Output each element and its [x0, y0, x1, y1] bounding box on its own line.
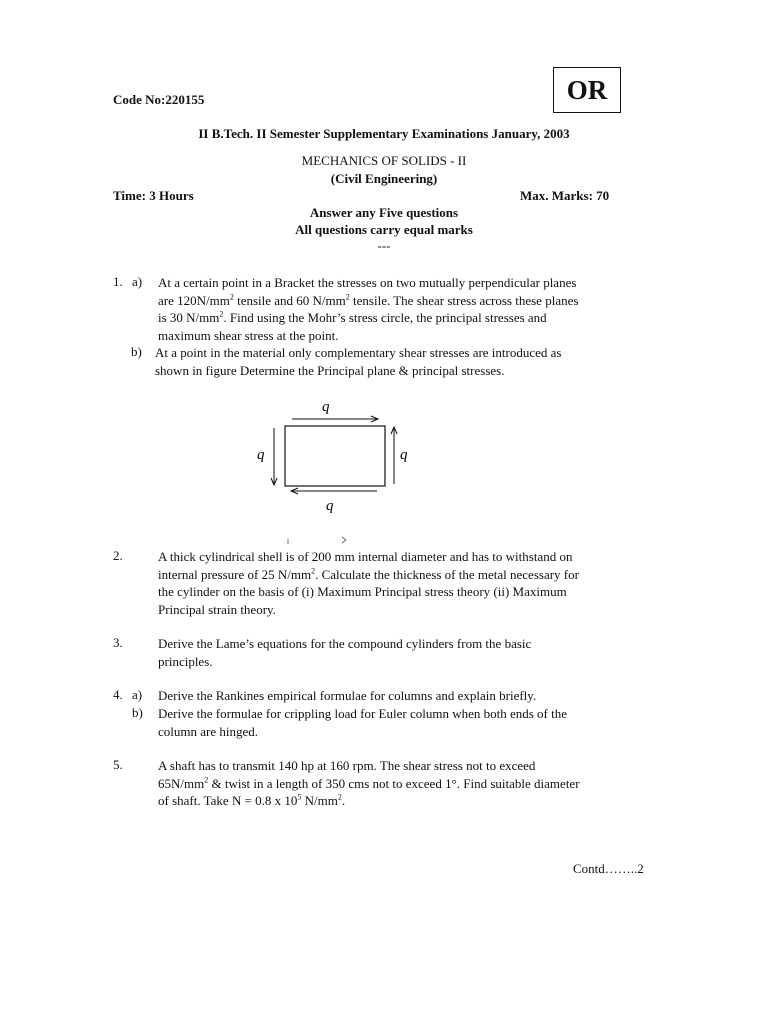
q5-line3: of shaft. Take N = 0.8 x $10^5$ $N/mm^2$.	[158, 792, 346, 808]
stray-mark-arrow	[342, 537, 346, 543]
q1-a-line2: are $120N/mm^2$ tensile and 60 $N/mm^2$ tensile. The shear stress across these planes	[158, 292, 579, 308]
q3-number: 3.	[113, 635, 123, 650]
q5-number: 5.	[113, 757, 123, 772]
fig-label-right: q	[400, 447, 408, 463]
q1-a-line1: At a certain point in a Bracket the stresses on two mutually perpendicular planes	[158, 275, 577, 290]
q4-number: 4.	[113, 687, 123, 702]
stress-element-rect	[285, 426, 385, 486]
q4-b-line1: Derive the formulae for crippling load for Euler column when both ends of the	[158, 706, 568, 721]
exam-title: II B.Tech. II Semester Supplementary Examinations January, 2003	[198, 126, 570, 141]
q5-line2: $65N/mm^2$ & twist in a length of 350 cms not to exceed 1°. Find suitable diameter	[158, 775, 580, 791]
q1-number: 1.	[113, 274, 123, 289]
or-badge: OR	[553, 67, 621, 113]
q4-a-text: Derive the Rankines empirical formulae for columns and explain briefly.	[158, 688, 537, 703]
q4-b-text	[158, 705, 655, 740]
q2-number: 2.	[113, 548, 123, 563]
code-number: Code No:220155	[113, 92, 205, 107]
continued-note: Contd……..2	[573, 861, 644, 876]
shear-stress-figure	[240, 395, 440, 545]
q2-line1: A thick cylindrical shell is of 200 mm internal diameter and has to withstand on	[158, 549, 573, 564]
fig-label-left: q	[257, 447, 265, 463]
q3-line1: Derive the Lame’s equations for the compound cylinders from the basic	[158, 636, 532, 651]
q1-a-text	[158, 274, 655, 344]
q2-line2: internal pressure of 25 $N/mm^2$. Calculate the thickness of the metal necessary for	[158, 566, 579, 582]
instruction-marks: All questions carry equal marks	[295, 222, 473, 237]
q2-text	[158, 548, 655, 618]
q3-line2: principles.	[158, 653, 213, 669]
q2-line3: the cylinder on the basis of (i) Maximum Principal stress theory (ii) Maximum	[158, 584, 567, 599]
q2-line4: Principal strain theory.	[158, 601, 276, 617]
q4-b-label: b)	[132, 705, 143, 720]
time-label: Time: 3 Hours	[113, 188, 194, 203]
instruction-answer: Answer any Five questions	[309, 205, 459, 220]
max-marks-label: Max. Marks: 70	[520, 188, 610, 203]
branch-title: (Civil Engineering)	[330, 171, 438, 186]
fig-label-top: q	[322, 399, 330, 415]
q1-a-line3: is 30 $N/mm^2$. Find using the Mohr’s stress circle, the principal stresses and	[158, 309, 547, 325]
q4-b-line2: column are hinged.	[158, 723, 258, 739]
q1-b-line2: shown in figure Determine the Principal plane & principal stresses.	[155, 362, 505, 378]
q5-text	[158, 757, 655, 810]
q3-text	[158, 635, 655, 670]
q1-a-line4: maximum shear stress at the point.	[158, 327, 339, 343]
q1-b-label: b)	[131, 344, 142, 359]
q1-b-text	[155, 344, 655, 379]
q1-b-line1: At a point in the material only complementary shear stresses are introduced as	[155, 345, 562, 360]
header-separator: ---	[377, 238, 391, 253]
fig-label-bottom: q	[326, 498, 334, 514]
subject-title: MECHANICS OF SOLIDS - II	[301, 153, 467, 168]
q5-line1: A shaft has to transmit 140 hp at 160 rpm. The shear stress not to exceed	[158, 758, 536, 773]
q1-a-label: a)	[132, 274, 143, 289]
q4-a-label: a)	[132, 687, 143, 702]
